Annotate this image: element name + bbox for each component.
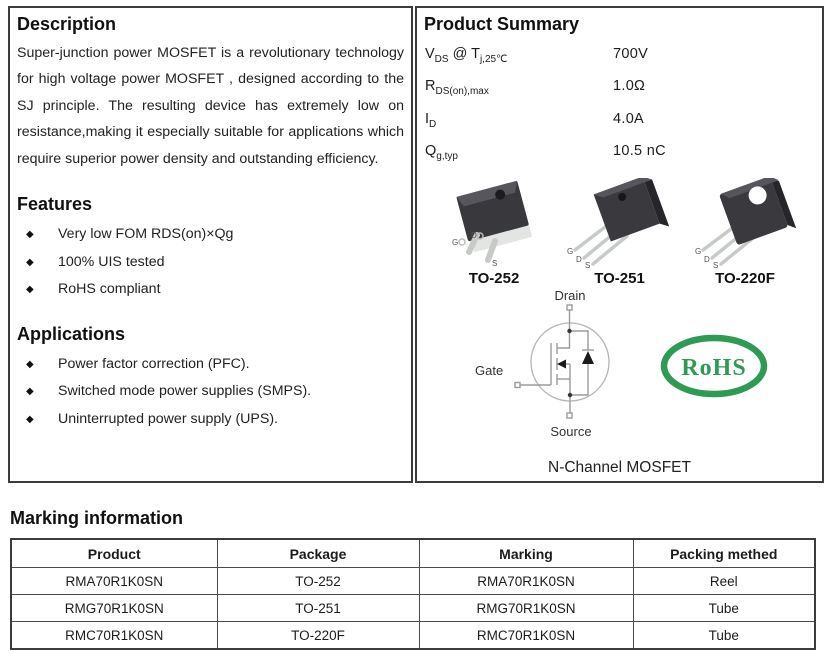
feature-item-label: RoHS compliant — [58, 281, 161, 298]
table-header-row — [11, 539, 815, 568]
diamond-bullet-icon: ◆ — [26, 386, 34, 398]
feature-item-label: 100% UIS tested — [58, 253, 165, 270]
package-figure-to-252 — [435, 178, 553, 287]
diamond-bullet-icon: ◆ — [26, 284, 34, 296]
cell-marking: RMA70R1K0SN — [419, 568, 633, 595]
pin-letter-s: S — [492, 259, 498, 269]
table-row — [11, 622, 815, 650]
cell-marking: RMC70R1K0SN — [419, 622, 633, 650]
spec-row — [423, 106, 816, 138]
pin-letter-d: D — [704, 255, 710, 265]
pin-letter-d: D — [575, 255, 582, 265]
diamond-bullet-icon: ◆ — [26, 413, 34, 425]
feature-item — [16, 276, 405, 304]
spec-label: $R_{DS(on),max}$ — [425, 78, 489, 98]
to-252-package-image — [438, 178, 550, 268]
product-summary-heading: Product Summary — [424, 14, 580, 34]
package-label: TO-220F — [715, 270, 775, 288]
spec-label: $I_D$ — [425, 110, 437, 130]
package-figure-to-220f — [686, 178, 804, 287]
rohs-logo — [659, 334, 769, 398]
drain-label: Drain — [554, 288, 586, 303]
cell-package: TO-251 — [217, 595, 419, 622]
package-figure-to-251 — [561, 178, 679, 287]
pin-letter-g: G — [452, 238, 459, 248]
pin-letter-s: S — [584, 261, 590, 269]
cell-packing: Tube — [633, 622, 815, 650]
nchannel-mosfet-caption: N-Channel MOSFET — [548, 459, 691, 476]
cell-marking: RMG70R1K0SN — [419, 595, 633, 622]
spec-value: 4.0A — [613, 110, 645, 127]
feature-item — [16, 249, 405, 277]
description-paragraph: Super-junction power MOSFET is a revolutionary technology for high voltage power MOSFET , designed according to the SJ principle. The resulting device has extremely low on resistance,making it especially suitable for applications which require superior power density and outstanding efficiency. — [17, 45, 404, 167]
diamond-bullet-icon: ◆ — [26, 229, 34, 241]
cell-product: RMC70R1K0SN — [11, 622, 217, 650]
features-heading: Features — [17, 194, 93, 215]
to-251-package-image — [561, 178, 679, 268]
application-item-label: Power factor correction (PFC). — [58, 355, 250, 372]
cell-product: RMA70R1K0SN — [11, 568, 217, 595]
applications-list — [16, 351, 405, 434]
application-item-label: Uninterrupted power supply (UPS). — [58, 410, 279, 427]
product-summary-box — [415, 6, 824, 483]
rohs-label: RoHS — [681, 355, 747, 381]
application-item — [16, 351, 405, 379]
to-220f-package-image — [689, 178, 801, 268]
spec-row — [423, 138, 816, 170]
pin-letter-s: S — [713, 261, 719, 269]
column-header-marking: Marking — [419, 539, 633, 568]
mosfet-symbol-icon — [510, 304, 630, 420]
pin-letter-d: D — [471, 231, 477, 241]
application-item — [16, 406, 405, 434]
pin-letter-g: G — [566, 247, 573, 257]
package-label: TO-251 — [594, 270, 645, 288]
package-label: TO-252 — [468, 270, 520, 288]
feature-item — [16, 221, 405, 249]
application-item — [16, 378, 405, 406]
application-item-label: Switched mode power supplies (SMPS). — [58, 383, 312, 400]
spec-value: 10.5 nC — [613, 142, 666, 159]
table-row — [11, 568, 815, 595]
pin-letter-g: G — [695, 247, 702, 257]
cell-product: RMG70R1K0SN — [11, 595, 217, 622]
spec-label: $Q_{g,typ}$ — [425, 142, 458, 162]
diamond-bullet-icon: ◆ — [26, 256, 34, 268]
spec-row — [423, 41, 816, 73]
column-header-packing-method: Packing methed — [633, 539, 815, 568]
cell-package: TO-252 — [217, 568, 419, 595]
applications-heading: Applications — [17, 323, 126, 344]
cell-package: TO-220F — [217, 622, 419, 650]
diamond-bullet-icon: ◆ — [26, 358, 34, 370]
cell-packing: Tube — [633, 595, 815, 622]
spec-row — [423, 73, 816, 105]
spec-label: $V_{DS}$ @ $T_{j,25℃}$ — [425, 46, 508, 65]
gate-label: Gate — [475, 363, 504, 378]
column-header-product: Product — [11, 539, 217, 568]
marking-table — [10, 538, 816, 650]
table-row — [11, 595, 815, 622]
source-label: Source — [550, 424, 592, 439]
cell-packing: Reel — [633, 568, 815, 595]
spec-value: 700V — [613, 46, 649, 62]
spec-value: 1.0Ω — [613, 78, 646, 95]
feature-item-label: Very low FOM RDS(on)×Qg — [58, 226, 234, 243]
column-header-package: Package — [217, 539, 419, 568]
features-list — [16, 221, 405, 304]
description-box — [8, 6, 413, 483]
marking-information-heading: Marking information — [10, 508, 184, 528]
spec-rows — [423, 41, 816, 170]
description-heading: Description — [17, 14, 117, 34]
package-gallery — [423, 178, 816, 287]
